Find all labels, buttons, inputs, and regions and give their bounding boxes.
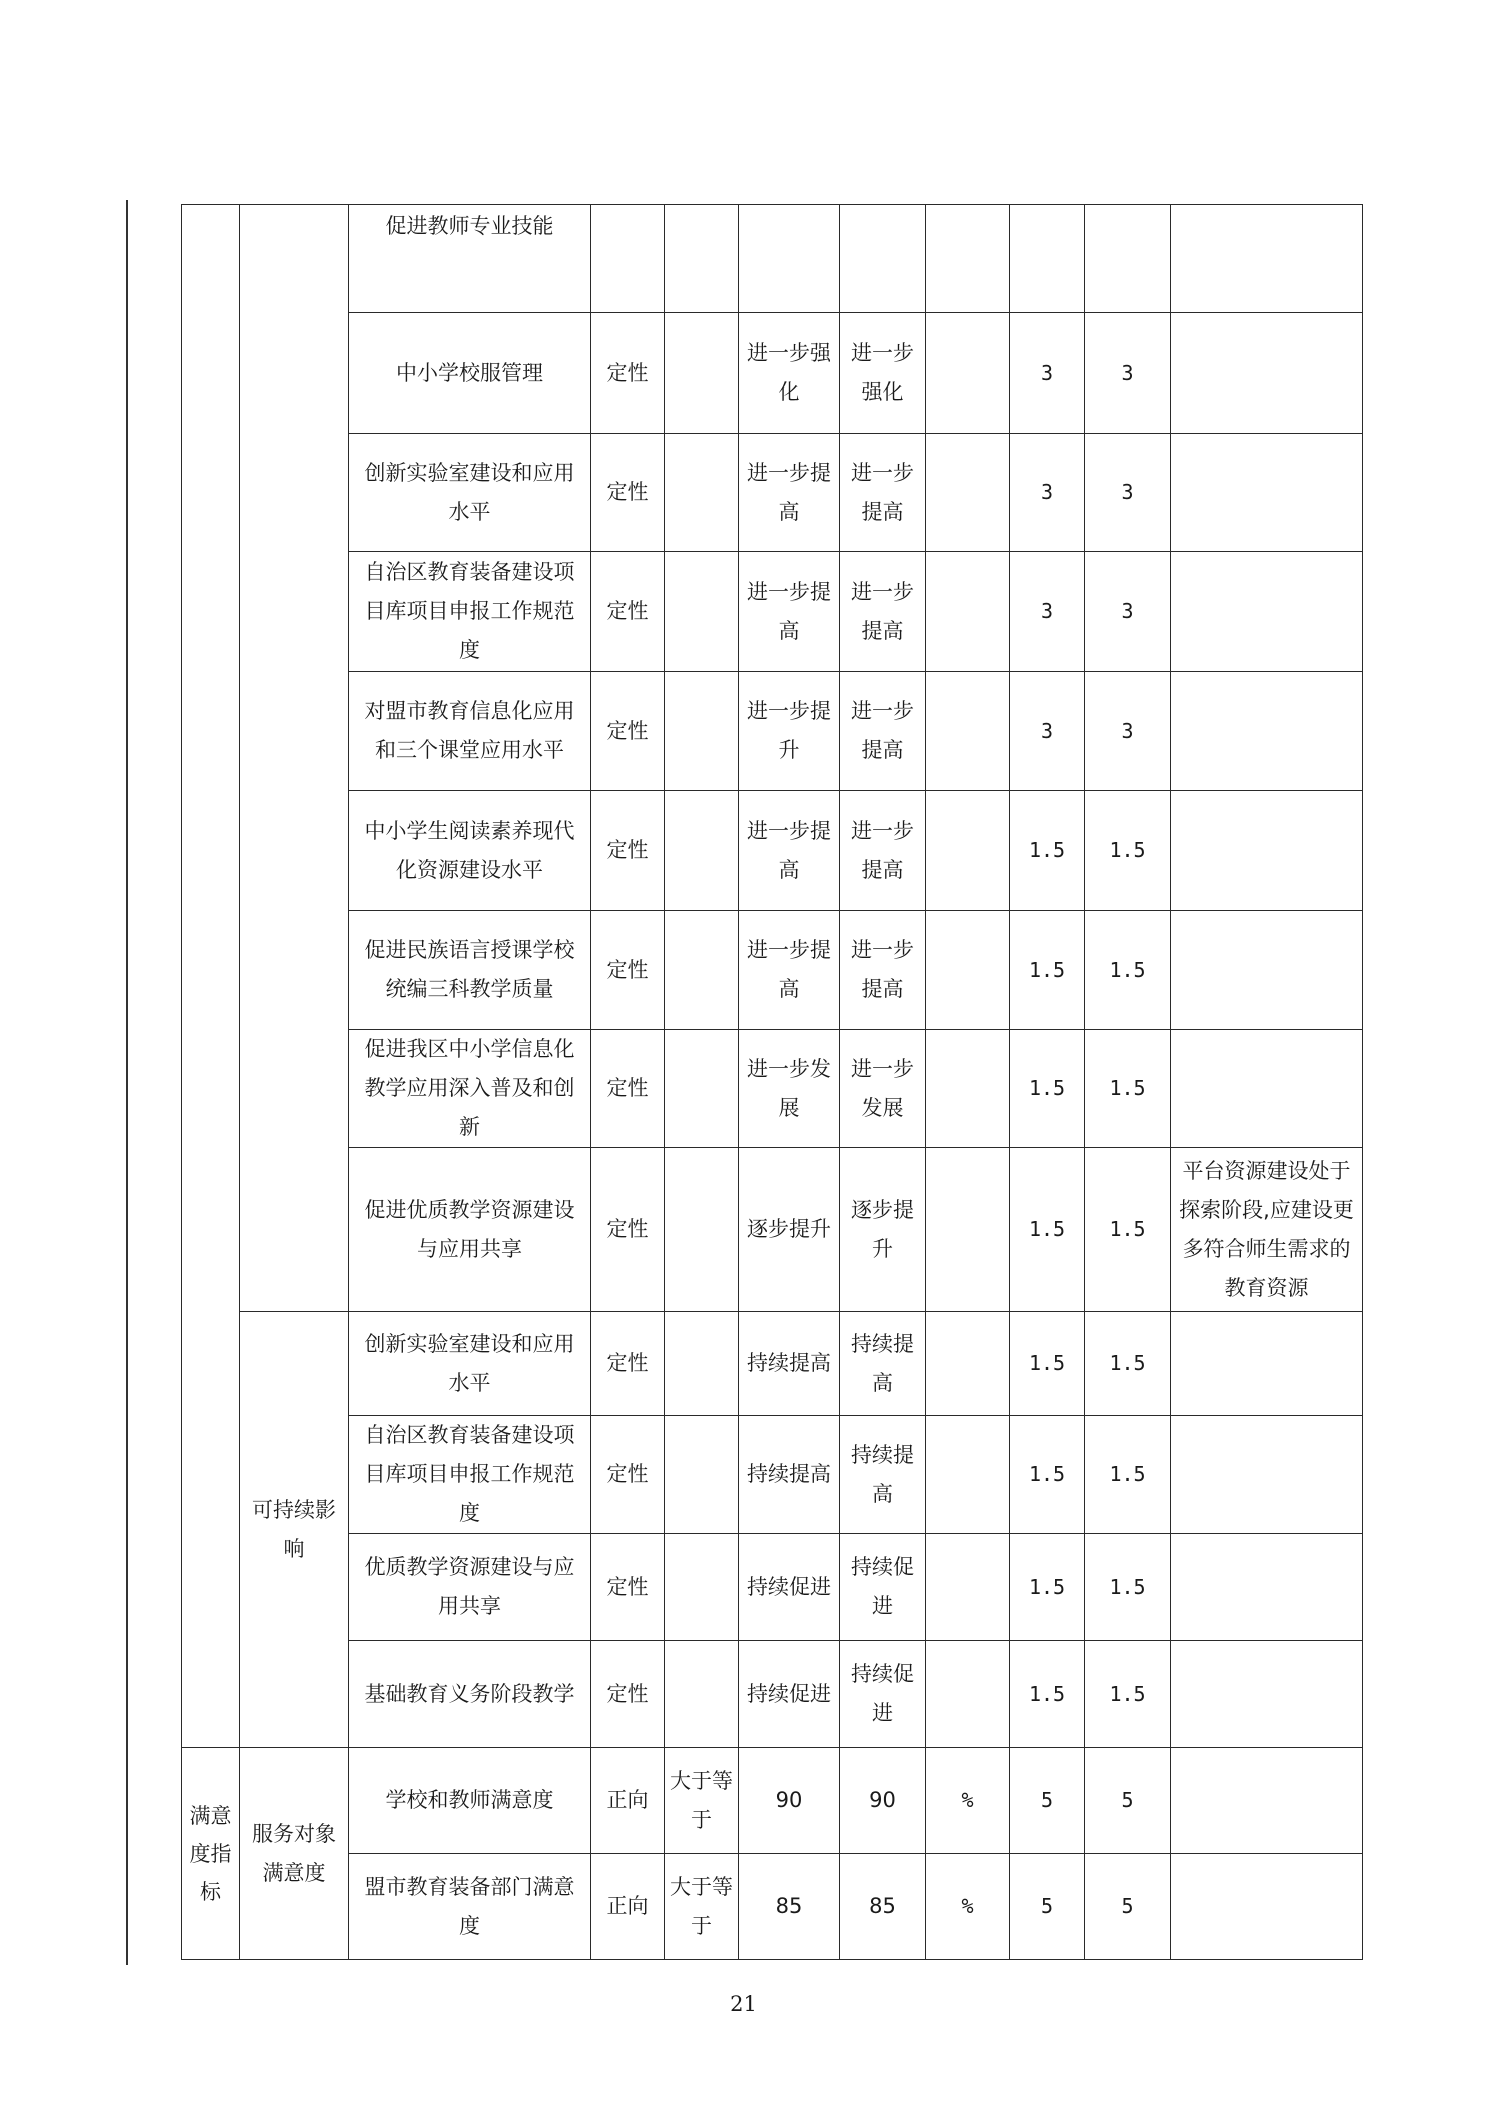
cell-actual: 持续促进 (840, 1534, 926, 1641)
cell-indicator: 促进教师专业技能 (349, 205, 591, 313)
cell-operator (665, 1148, 739, 1312)
cell-remark (1171, 1748, 1363, 1854)
cell-target: 进一步提高 (739, 791, 840, 911)
cell-actual: 85 (840, 1854, 926, 1960)
subcategory-sustainable-impact: 可持续影响 (240, 1312, 349, 1748)
cell-indicator: 自治区教育装备建设项目库项目申报工作规范度 (349, 552, 591, 672)
cell-indicator: 学校和教师满意度 (349, 1748, 591, 1854)
cell-nature: 定性 (591, 791, 665, 911)
cell-score: 3 (1085, 434, 1171, 552)
cell-score: 3 (1085, 313, 1171, 434)
cell-remark (1171, 791, 1363, 911)
table-row (182, 434, 1363, 552)
cell-remark (1171, 1416, 1363, 1534)
cell-score: 1.5 (1085, 1312, 1171, 1416)
table-row (182, 1148, 1363, 1312)
cell-nature: 定性 (591, 1416, 665, 1534)
cell-target: 持续促进 (739, 1641, 840, 1748)
cell-weight (1010, 205, 1085, 313)
performance-indicator-table (181, 204, 1363, 1960)
cell-weight: 1.5 (1010, 1148, 1085, 1312)
table-row (182, 1312, 1363, 1416)
cell-remark: 平台资源建设处于探索阶段,应建设更多符合师生需求的教育资源 (1171, 1148, 1363, 1312)
cell-weight: 3 (1010, 672, 1085, 791)
cell-nature: 正向 (591, 1748, 665, 1854)
cell-operator (665, 1641, 739, 1748)
cell-actual: 进一步提高 (840, 672, 926, 791)
cell-nature: 定性 (591, 1030, 665, 1148)
table-row (182, 1748, 1363, 1854)
cell-indicator: 促进民族语言授课学校统编三科教学质量 (349, 911, 591, 1030)
cell-indicator: 创新实验室建设和应用水平 (349, 434, 591, 552)
cell-unit (926, 1148, 1010, 1312)
cell-weight: 1.5 (1010, 1312, 1085, 1416)
cell-indicator: 盟市教育装备部门满意度 (349, 1854, 591, 1960)
cell-nature: 定性 (591, 1148, 665, 1312)
table-row (182, 205, 1363, 313)
cell-remark (1171, 1312, 1363, 1416)
cell-weight: 1.5 (1010, 791, 1085, 911)
cell-target: 85 (739, 1854, 840, 1960)
cell-target: 进一步发展 (739, 1030, 840, 1148)
table-row (182, 1534, 1363, 1641)
cell-unit: % (926, 1854, 1010, 1960)
cell-remark (1171, 552, 1363, 672)
cell-weight: 1.5 (1010, 911, 1085, 1030)
subcategory-cell (240, 205, 349, 1312)
cell-indicator: 优质教学资源建设与应用共享 (349, 1534, 591, 1641)
cell-weight: 3 (1010, 313, 1085, 434)
cell-score: 5 (1085, 1854, 1171, 1960)
cell-nature: 定性 (591, 313, 665, 434)
cell-weight: 1.5 (1010, 1641, 1085, 1748)
cell-unit (926, 672, 1010, 791)
cell-target: 逐步提升 (739, 1148, 840, 1312)
cell-operator (665, 911, 739, 1030)
cell-score: 3 (1085, 552, 1171, 672)
cell-nature: 定性 (591, 434, 665, 552)
cell-nature: 定性 (591, 1641, 665, 1748)
table-row (182, 672, 1363, 791)
cell-remark (1171, 672, 1363, 791)
cell-actual: 持续提高 (840, 1416, 926, 1534)
cell-weight: 1.5 (1010, 1416, 1085, 1534)
cell-nature: 定性 (591, 672, 665, 791)
cell-target: 进一步强化 (739, 313, 840, 434)
cell-target (739, 205, 840, 313)
table-row (182, 1030, 1363, 1148)
cell-operator (665, 313, 739, 434)
cell-operator: 大于等于 (665, 1854, 739, 1960)
cell-target: 进一步提高 (739, 434, 840, 552)
cell-actual: 90 (840, 1748, 926, 1854)
cell-operator (665, 1312, 739, 1416)
cell-nature: 定性 (591, 1534, 665, 1641)
cell-weight: 5 (1010, 1854, 1085, 1960)
cell-remark (1171, 1854, 1363, 1960)
cell-indicator: 中小学生阅读素养现代化资源建设水平 (349, 791, 591, 911)
cell-weight: 1.5 (1010, 1534, 1085, 1641)
cell-remark (1171, 1534, 1363, 1641)
cell-operator (665, 1416, 739, 1534)
subcategory-service-satisfaction: 服务对象满意度 (240, 1748, 349, 1960)
cell-unit (926, 205, 1010, 313)
cell-actual (840, 205, 926, 313)
cell-operator (665, 552, 739, 672)
cell-operator (665, 672, 739, 791)
cell-score: 1.5 (1085, 1534, 1171, 1641)
cell-operator (665, 205, 739, 313)
cell-indicator: 促进优质教学资源建设与应用共享 (349, 1148, 591, 1312)
cell-operator (665, 1030, 739, 1148)
cell-nature: 定性 (591, 911, 665, 1030)
table-row (182, 313, 1363, 434)
cell-unit (926, 1534, 1010, 1641)
cell-score: 3 (1085, 672, 1171, 791)
cell-weight: 3 (1010, 434, 1085, 552)
cell-operator (665, 1534, 739, 1641)
cell-unit (926, 1030, 1010, 1148)
cell-actual: 持续促进 (840, 1641, 926, 1748)
cell-score: 1.5 (1085, 791, 1171, 911)
cell-unit (926, 911, 1010, 1030)
cell-unit (926, 791, 1010, 911)
category-cell (182, 205, 240, 1748)
cell-nature: 正向 (591, 1854, 665, 1960)
cell-score: 1.5 (1085, 1416, 1171, 1534)
cell-indicator: 自治区教育装备建设项目库项目申报工作规范度 (349, 1416, 591, 1534)
cell-indicator: 创新实验室建设和应用水平 (349, 1312, 591, 1416)
cell-actual: 逐步提升 (840, 1148, 926, 1312)
cell-unit (926, 1416, 1010, 1534)
cell-nature: 定性 (591, 1312, 665, 1416)
cell-weight: 3 (1010, 552, 1085, 672)
cell-target: 持续提高 (739, 1416, 840, 1534)
cell-weight: 5 (1010, 1748, 1085, 1854)
cell-target: 进一步提高 (739, 552, 840, 672)
table-row (182, 552, 1363, 672)
cell-operator (665, 791, 739, 911)
cell-target: 90 (739, 1748, 840, 1854)
cell-unit (926, 552, 1010, 672)
cell-remark (1171, 911, 1363, 1030)
cell-nature: 定性 (591, 552, 665, 672)
cell-unit (926, 313, 1010, 434)
cell-actual: 进一步提高 (840, 434, 926, 552)
cell-target: 进一步提高 (739, 911, 840, 1030)
category-satisfaction: 满意度指标 (182, 1748, 240, 1960)
cell-target: 进一步提升 (739, 672, 840, 791)
table-row (182, 1641, 1363, 1748)
cell-unit (926, 1641, 1010, 1748)
cell-actual: 进一步发展 (840, 1030, 926, 1148)
cell-operator: 大于等于 (665, 1748, 739, 1854)
cell-target: 持续促进 (739, 1534, 840, 1641)
cell-actual: 进一步提高 (840, 791, 926, 911)
cell-nature (591, 205, 665, 313)
cell-remark (1171, 205, 1363, 313)
cell-operator (665, 434, 739, 552)
cell-actual: 进一步提高 (840, 911, 926, 1030)
cell-unit (926, 434, 1010, 552)
table-row (182, 1416, 1363, 1534)
table-row (182, 1854, 1363, 1960)
cell-indicator: 对盟市教育信息化应用和三个课堂应用水平 (349, 672, 591, 791)
cell-remark (1171, 1641, 1363, 1748)
cell-actual: 持续提高 (840, 1312, 926, 1416)
cell-indicator: 中小学校服管理 (349, 313, 591, 434)
cell-score (1085, 205, 1171, 313)
cell-actual: 进一步提高 (840, 552, 926, 672)
left-margin-line (126, 200, 128, 1965)
cell-remark (1171, 313, 1363, 434)
cell-unit (926, 1312, 1010, 1416)
cell-score: 5 (1085, 1748, 1171, 1854)
cell-remark (1171, 434, 1363, 552)
cell-actual: 进一步强化 (840, 313, 926, 434)
cell-remark (1171, 1030, 1363, 1148)
cell-weight: 1.5 (1010, 1030, 1085, 1148)
cell-indicator: 基础教育义务阶段教学 (349, 1641, 591, 1748)
page-number: 21 (730, 1992, 757, 2016)
cell-indicator: 促进我区中小学信息化教学应用深入普及和创新 (349, 1030, 591, 1148)
cell-score: 1.5 (1085, 1641, 1171, 1748)
cell-target: 持续提高 (739, 1312, 840, 1416)
cell-score: 1.5 (1085, 911, 1171, 1030)
cell-score: 1.5 (1085, 1148, 1171, 1312)
cell-unit: % (926, 1748, 1010, 1854)
table-row (182, 791, 1363, 911)
table-row (182, 911, 1363, 1030)
cell-score: 1.5 (1085, 1030, 1171, 1148)
